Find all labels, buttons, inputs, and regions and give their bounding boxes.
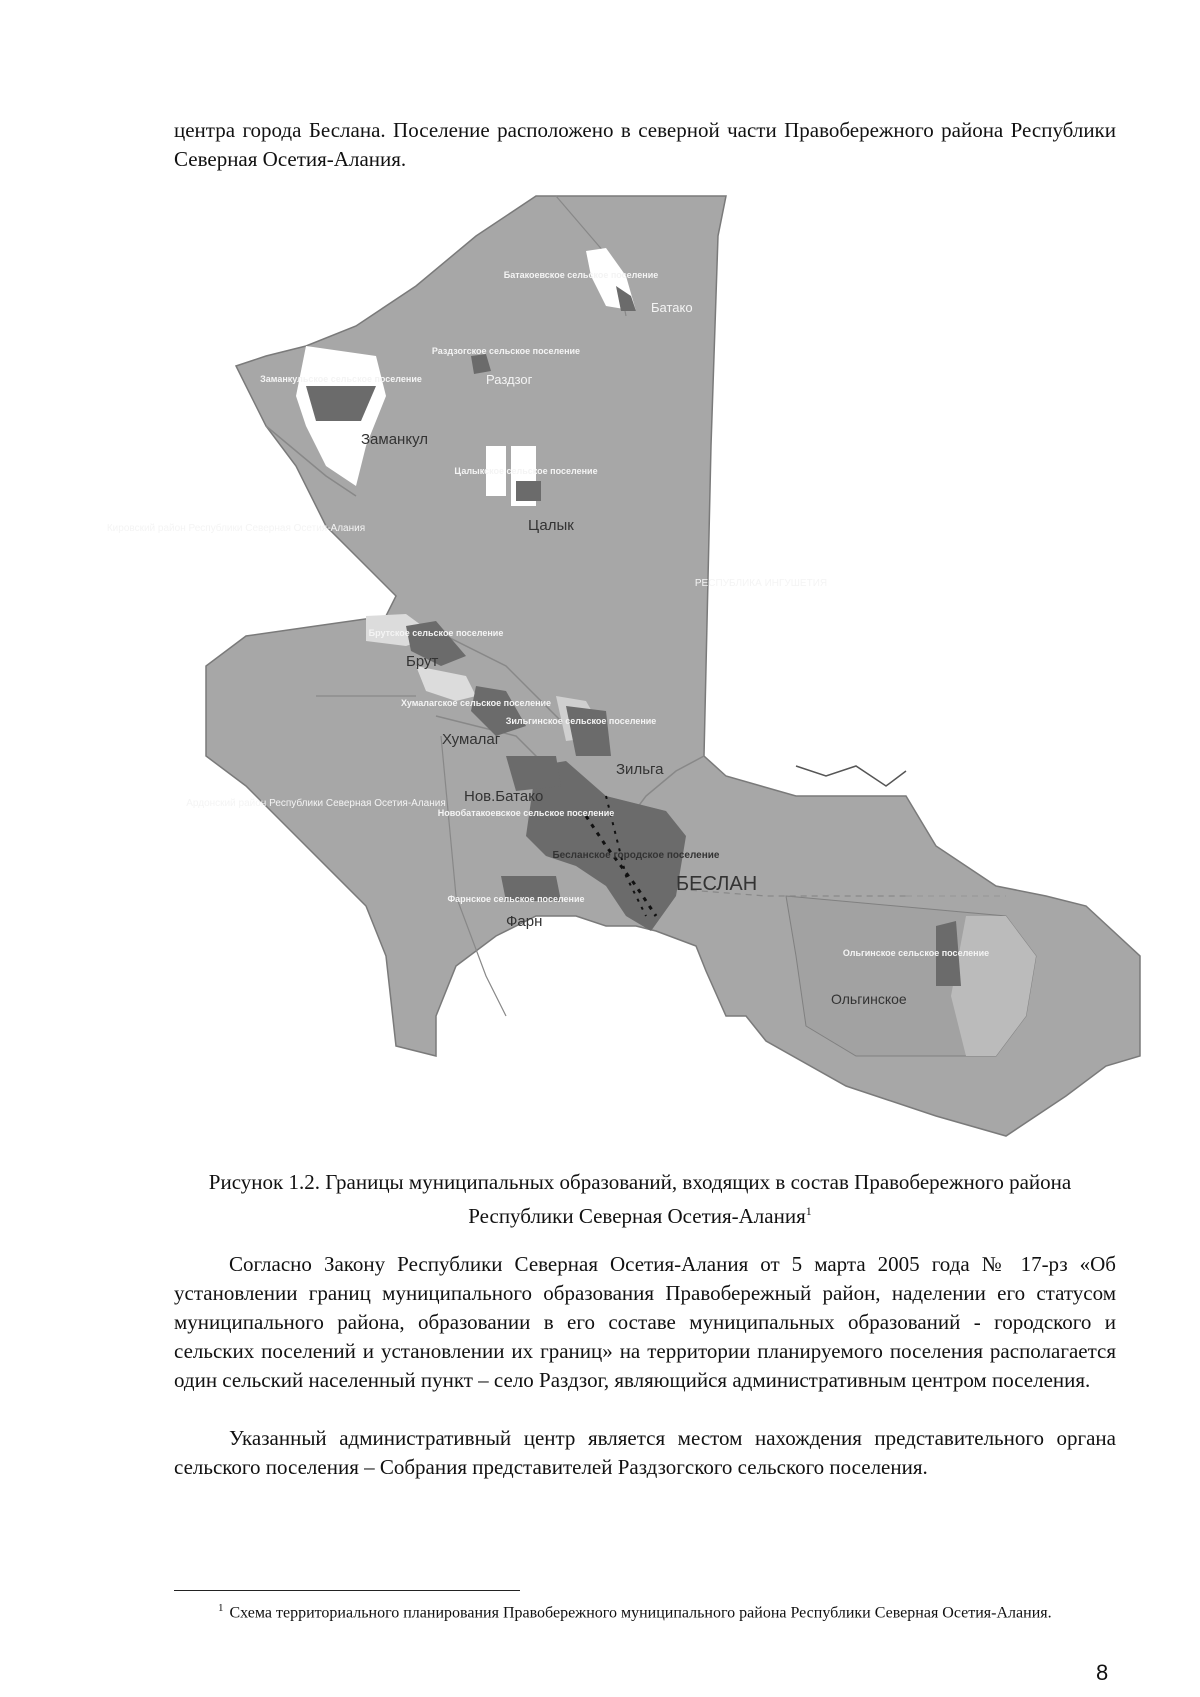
beslan-label: БЕСЛАН [676, 873, 758, 895]
brut-settlement-label: Брутское сельское поселение [368, 628, 504, 638]
body-paragraph-1: Согласно Закону Республики Северная Осетия-Алания от 5 марта 2005 года № 17-рз «Об установлении границ муниципального образования Правобережный район, наделении его статусом муниципального района, образовании в его составе муниципальных образований - городского и сельских поселений и установлении их границ» на территории планируемого поселения располагается один сельский населенный пункт – село Раздзог, являющийся административным центром поселения. [174, 1252, 1116, 1392]
footnote-ref: 1 [805, 1204, 812, 1218]
ingushetia-label: РЕСПУБЛИКА ИНГУШЕТИЯ [694, 578, 828, 589]
district-map [106, 196, 1140, 1162]
footnote-text: Схема территориального планирования Правобережного муниципального района Республики Северная Осетия-Алания. [229, 1604, 1052, 1622]
raszog-label: Раздзог [486, 372, 533, 387]
nov-batako-label: Нов.Батако [464, 788, 544, 805]
footnote-separator [174, 1590, 520, 1591]
olginskoe-label: Ольгинское [831, 991, 907, 1007]
khumalag-settlement-label: Хумалагское сельское поселение [400, 698, 552, 708]
farn-label: Фарн [506, 913, 543, 930]
tsalyk-block [516, 481, 541, 501]
zamankul-settlement-label: Заманкульское сельское поселение [260, 374, 422, 384]
ardon-district-label: Ардонский район Республики Северная Осетия-Алания [186, 798, 446, 809]
tsalyk-settlement-label: Цалыкское сельское поселение [454, 466, 598, 476]
intro-paragraph: центра города Беслана. Поселение расположено в северной части Правобережного района Республики Северная Осетия-Алания. [174, 118, 1116, 171]
novobatako-settlement-label: Новобатакоевское сельское поселение [437, 808, 615, 818]
body-paragraph-2: Указанный административный центр является местом нахождения представительного органа сельского поселения – Собрания представителей Раздзогского сельского поселения. [174, 1426, 1116, 1479]
zilga-settlement-label: Зильгинское сельское поселение [505, 716, 657, 726]
zilga-label: Зильга [616, 761, 664, 778]
beslan-settlement-label: Бесланское городское поселение [552, 850, 720, 861]
batako-settlement-label: Батакоевское сельское поселение [503, 270, 659, 280]
raszog-settlement-label: Раздзогское сельское поселение [431, 346, 581, 356]
figure-caption [160, 1168, 1120, 1231]
kirov-district-label: Кировский район Республики Северная Осетия-Алания [106, 523, 366, 534]
figure-caption-text: Рисунок 1.2. Границы муниципальных образований, входящих в состав Правобережного района Республики Северная Осетия-Алания [208, 1170, 1072, 1228]
footnote [174, 1597, 1116, 1624]
khumalag-label: Хумалаг [442, 731, 501, 748]
zamankul-label: Заманкул [361, 431, 428, 448]
page-number: 8 [1096, 1660, 1109, 1685]
tsalyk-label: Цалык [528, 517, 574, 534]
batako-label: Батако [651, 300, 693, 315]
olginskoe-settlement-label: Ольгинское сельское поселение [842, 948, 990, 958]
farn-settlement-label: Фарнское сельское поселение [447, 894, 585, 904]
brut-label: Брут [406, 653, 439, 670]
footnote-mark: 1 [218, 1602, 224, 1614]
